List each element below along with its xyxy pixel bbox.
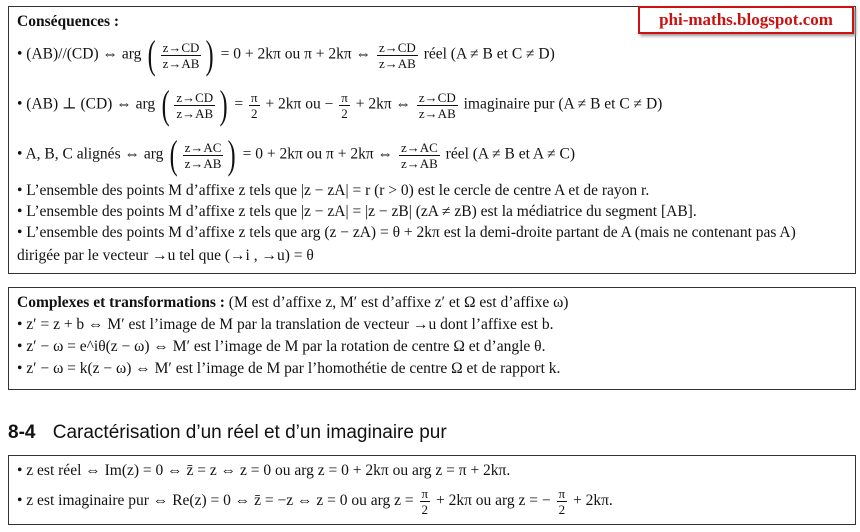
pi-denominator: 2 bbox=[251, 105, 258, 121]
fraction-denominator: z→AB bbox=[176, 105, 214, 121]
imaginary-text-a: • z est imaginaire pur ⇔ Re(z) = 0 ⇔ z̄ = −z ⇔ z = 0 ou arg z = bbox=[17, 492, 414, 510]
real-imaginary-box bbox=[8, 455, 856, 525]
pi-numerator: π bbox=[250, 89, 258, 105]
fraction-denominator: z→AB bbox=[162, 55, 200, 71]
pi-denominator: 2 bbox=[421, 502, 429, 517]
pi-numerator: π bbox=[558, 486, 566, 501]
imaginary-text-c: + 2kπ. bbox=[572, 492, 613, 510]
fraction-denominator: z→AB bbox=[378, 55, 416, 71]
pi-denominator: 2 bbox=[341, 105, 348, 121]
perp-equals: = bbox=[234, 95, 244, 113]
fraction-denominator: z→AB bbox=[184, 155, 222, 171]
section-number: 8-4 bbox=[8, 422, 36, 443]
aligned-text-b: = 0 + 2kπ ou π + 2kπ ⇔ bbox=[242, 145, 394, 163]
line-half-line: • L’ensemble des points M d’affixe z tels que arg (z − zA) = θ + 2kπ est la demi-droite partant de A (mais ne contenant pas A) bbox=[17, 224, 796, 241]
line-homothety: • z′ − ω = k(z − ω) ⇔ M′ est l’image de M par l’homothétie de centre Ω et de rapport k. bbox=[17, 360, 561, 377]
parallel-text-b: = 0 + 2kπ ou π + 2kπ ⇔ bbox=[220, 45, 372, 63]
parallel-text-a: • (AB)//(CD) ⇔ arg bbox=[17, 45, 142, 63]
line-translation: • z′ = z + b ⇔ M′ est l’image de M par la translation de vecteur →u dont l’affixe est b. bbox=[17, 316, 554, 333]
transformations-box bbox=[8, 287, 856, 390]
fraction-numerator: z→AC bbox=[400, 139, 438, 155]
consequences-title: Conséquences : bbox=[17, 13, 120, 30]
fraction-numerator: z→CD bbox=[162, 39, 200, 55]
aligned-text-a: • A, B, C alignés ⇔ arg bbox=[17, 145, 164, 163]
fraction-denominator: z→AB bbox=[400, 155, 438, 171]
section-title: Caractérisation d’un réel et d’un imaginaire pur bbox=[52, 422, 447, 443]
line-circle: • L’ensemble des points M d’affixe z tels que |z − zA| = r (r > 0) est le cercle de centre A et de rayon r. bbox=[17, 182, 650, 199]
fraction-numerator: z→CD bbox=[418, 89, 456, 105]
section-heading bbox=[8, 422, 447, 444]
fraction-numerator: z→CD bbox=[176, 89, 214, 105]
pi-denominator: 2 bbox=[558, 502, 566, 517]
perp-text-a: • (AB) ⊥ (CD) ⇔ arg bbox=[17, 95, 156, 113]
line-perpendicular: • (AB) ⊥ (CD) ⇔ arg ( $\frac{z\to CD}{z\to AB}$ ) = $\frac{\pi}{2}$ + 2kπ ou − $\frac{\pi}{2}$ + 2kπ ⇔ $\frac{z\to CD}{z\to AB}$ imaginaire pur (A ≠ B et C ≠ D) bbox=[17, 82, 663, 127]
consequences-box bbox=[8, 6, 856, 274]
line-parallel: • (AB)//(CD) ⇔ arg ( $\frac{z\to CD}{z\to AB}$ ) = 0 + 2kπ ou π + 2kπ ⇔ $\frac{z\to CD}{z\to AB}$ réel (A ≠ B et C ≠ D) bbox=[17, 32, 555, 77]
fraction-denominator: z→AB bbox=[418, 105, 456, 121]
line-aligned: • A, B, C alignés ⇔ arg ( $\frac{z\to AC}{z\to AB}$ ) = 0 + 2kπ ou π + 2kπ ⇔ $\frac{z\to AC}{z\to AB}$ réel (A ≠ B et A ≠ C) bbox=[17, 132, 576, 177]
line-mediatrice: • L’ensemble des points M d’affixe z tels que |z − zA| = |z − zB| (zA ≠ zB) est la médiatrice du segment [AB]. bbox=[17, 203, 697, 220]
fraction-numerator: z→CD bbox=[378, 39, 416, 55]
pi-numerator: π bbox=[421, 486, 429, 501]
transformations-subtitle: (M est d’affixe z, M′ est d’affixe z′ et Ω est d’affixe ω) bbox=[228, 294, 569, 311]
line-imaginary bbox=[17, 486, 613, 517]
line-rotation: • z′ − ω = e^iθ(z − ω) ⇔ M′ est l’image de M par la rotation de centre Ω et d’angle θ. bbox=[17, 338, 546, 355]
transformations-title-line bbox=[17, 294, 568, 312]
perp-text-c: + 2kπ ou − bbox=[265, 95, 334, 113]
transformations-title: Complexes et transformations : bbox=[17, 294, 225, 311]
perp-text-d: + 2kπ ⇔ bbox=[355, 95, 412, 113]
line-direction: dirigée par le vecteur →u tel que (→i , →u) = θ bbox=[17, 247, 314, 264]
perp-text-e: imaginaire pur (A ≠ B et C ≠ D) bbox=[463, 95, 663, 113]
blog-watermark: phi-maths.blogspot.com bbox=[638, 6, 854, 34]
line-real: • z est réel ⇔ Im(z) = 0 ⇔ z̄ = z ⇔ z = 0 ou arg z = 0 + 2kπ ou arg z = π + 2kπ. bbox=[17, 462, 511, 479]
fraction-numerator: z→AC bbox=[184, 139, 222, 155]
aligned-text-c: réel (A ≠ B et A ≠ C) bbox=[445, 145, 576, 163]
parallel-text-c: réel (A ≠ B et C ≠ D) bbox=[423, 45, 555, 63]
imaginary-text-b: + 2kπ ou arg z = − bbox=[435, 492, 551, 510]
pi-numerator: π bbox=[341, 89, 348, 105]
